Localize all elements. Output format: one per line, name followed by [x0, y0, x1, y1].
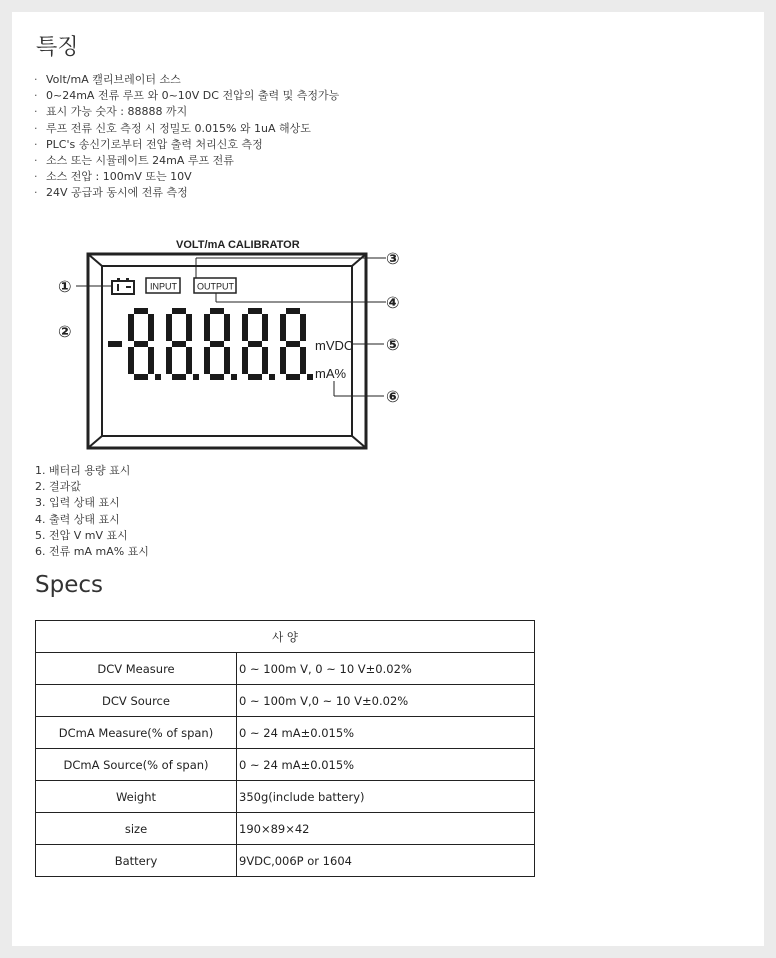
spec-key: size: [36, 813, 237, 845]
lcd-decimal-point: [231, 374, 237, 380]
lcd-segment: [242, 314, 248, 341]
table-row: [36, 749, 535, 781]
spec-value: 0 ~ 100m V,0 ~ 10 V±0.02%: [237, 685, 535, 717]
lcd-segment: [210, 374, 224, 380]
lcd-segment: [224, 314, 230, 341]
spec-value: 190×89×42: [237, 813, 535, 845]
legend-item: 2. 결과값: [35, 480, 81, 494]
specs-table: [35, 620, 535, 877]
callout-6: ⑥: [386, 387, 400, 406]
table-row: [36, 781, 535, 813]
lcd-segment: [134, 308, 148, 314]
lcd-segment: [286, 341, 300, 347]
legend-item: 6. 전류 mA mA% 표시: [35, 545, 149, 559]
feature-item: · Volt/mA 캘리브레이터 소스: [34, 72, 339, 88]
legend-item: 1. 배터리 용량 표시: [35, 464, 131, 477]
minus-segment: [108, 341, 122, 347]
lcd-segment: [300, 314, 306, 341]
lcd-segment: [166, 347, 172, 374]
spec-key: Weight: [36, 781, 237, 813]
feature-item: · 표시 가능 숫자 : 88888 까지: [34, 104, 339, 120]
spec-key: DCmA Source(% of span): [36, 749, 237, 781]
lcd-segment: [166, 314, 172, 341]
feature-item: · 소스 또는 시뮬레이트 24mA 루프 전류: [34, 153, 339, 169]
feature-item: · 루프 전류 신호 측정 시 정밀도 0.015% 와 1uA 해상도: [34, 121, 339, 137]
lcd-segment: [224, 347, 230, 374]
lcd-segment: [210, 308, 224, 314]
lcd-legend: [35, 463, 149, 560]
lcd-decimal-point: [307, 374, 313, 380]
lcd-title: VOLT/mA CALIBRATOR: [176, 239, 300, 251]
lcd-segment: [128, 347, 134, 374]
spec-key: DCmA Measure(% of span): [36, 717, 237, 749]
table-header: 사 양: [36, 621, 535, 653]
callout-5: ⑤: [386, 335, 400, 354]
callout-2: ②: [58, 322, 72, 341]
lcd-segment: [172, 374, 186, 380]
lcd-segment: [248, 308, 262, 314]
lcd-segment: [186, 347, 192, 374]
features-heading: 특징: [36, 35, 79, 60]
lcd-segment: [248, 341, 262, 347]
lcd-digits: [128, 308, 313, 380]
product-detail-page: [12, 12, 764, 946]
spec-value: 0 ~ 24 mA±0.015%: [237, 749, 535, 781]
callout-1: ①: [58, 277, 72, 296]
feature-item: · PLC's 송신기로부터 전압 출력 처리신호 측정: [34, 137, 339, 153]
unit-mvdc: mVDC: [315, 338, 354, 353]
lcd-segment: [242, 347, 248, 374]
lcd-decimal-point: [193, 374, 199, 380]
lcd-segment: [262, 347, 268, 374]
unit-ma-percent: mA%: [315, 366, 347, 381]
lcd-diagram: [46, 226, 406, 460]
table-row: [36, 685, 535, 717]
feature-item: · 24V 공급과 동시에 전류 측정: [34, 185, 339, 201]
legend-item: 4. 출력 상태 표시: [35, 512, 120, 526]
table-header-row: [36, 621, 535, 653]
features-list: [34, 72, 339, 202]
specs-heading: Specs: [35, 572, 103, 598]
feature-item: · 0~24mA 전류 루프 와 0~10V DC 전압의 출력 및 측정가능: [34, 88, 339, 104]
spec-key: DCV Source: [36, 685, 237, 717]
callout-4: ④: [386, 293, 400, 312]
lcd-segment: [148, 347, 154, 374]
lcd-segment: [248, 374, 262, 380]
spec-key: Battery: [36, 845, 237, 877]
battery-icon: [112, 278, 134, 294]
lcd-segment: [280, 347, 286, 374]
callout-3: ③: [386, 249, 400, 268]
lcd-decimal-point: [155, 374, 161, 380]
spec-key: DCV Measure: [36, 653, 237, 685]
legend-item: 3. 입력 상태 표시: [35, 496, 120, 510]
lcd-decimal-point: [269, 374, 275, 380]
lcd-segment: [204, 347, 210, 374]
lcd-segment: [172, 341, 186, 347]
table-row: [36, 653, 535, 685]
lcd-segment: [286, 308, 300, 314]
lcd-segment: [300, 347, 306, 374]
spec-value: 350g(include battery): [237, 781, 535, 813]
input-indicator-label: INPUT: [150, 281, 177, 292]
lcd-segment: [204, 314, 210, 341]
output-indicator-label: OUTPUT: [197, 281, 234, 292]
spec-value: 0 ~ 100m V, 0 ~ 10 V±0.02%: [237, 653, 535, 685]
lcd-segment: [148, 314, 154, 341]
lcd-segment: [128, 314, 134, 341]
lcd-segment: [186, 314, 192, 341]
table-row: [36, 813, 535, 845]
lcd-segment: [210, 341, 224, 347]
lcd-segment: [134, 374, 148, 380]
lcd-segment: [280, 314, 286, 341]
spec-value: 9VDC,006P or 1604: [237, 845, 535, 877]
lcd-segment: [134, 341, 148, 347]
spec-value: 0 ~ 24 mA±0.015%: [237, 717, 535, 749]
feature-item: · 소스 전압 : 100mV 또는 10V: [34, 169, 339, 185]
lcd-segment: [262, 314, 268, 341]
table-row: [36, 717, 535, 749]
lcd-segment: [172, 308, 186, 314]
legend-item: 5. 전압 V mV 표시: [35, 528, 128, 542]
lcd-segment: [286, 374, 300, 380]
table-row: [36, 845, 535, 877]
